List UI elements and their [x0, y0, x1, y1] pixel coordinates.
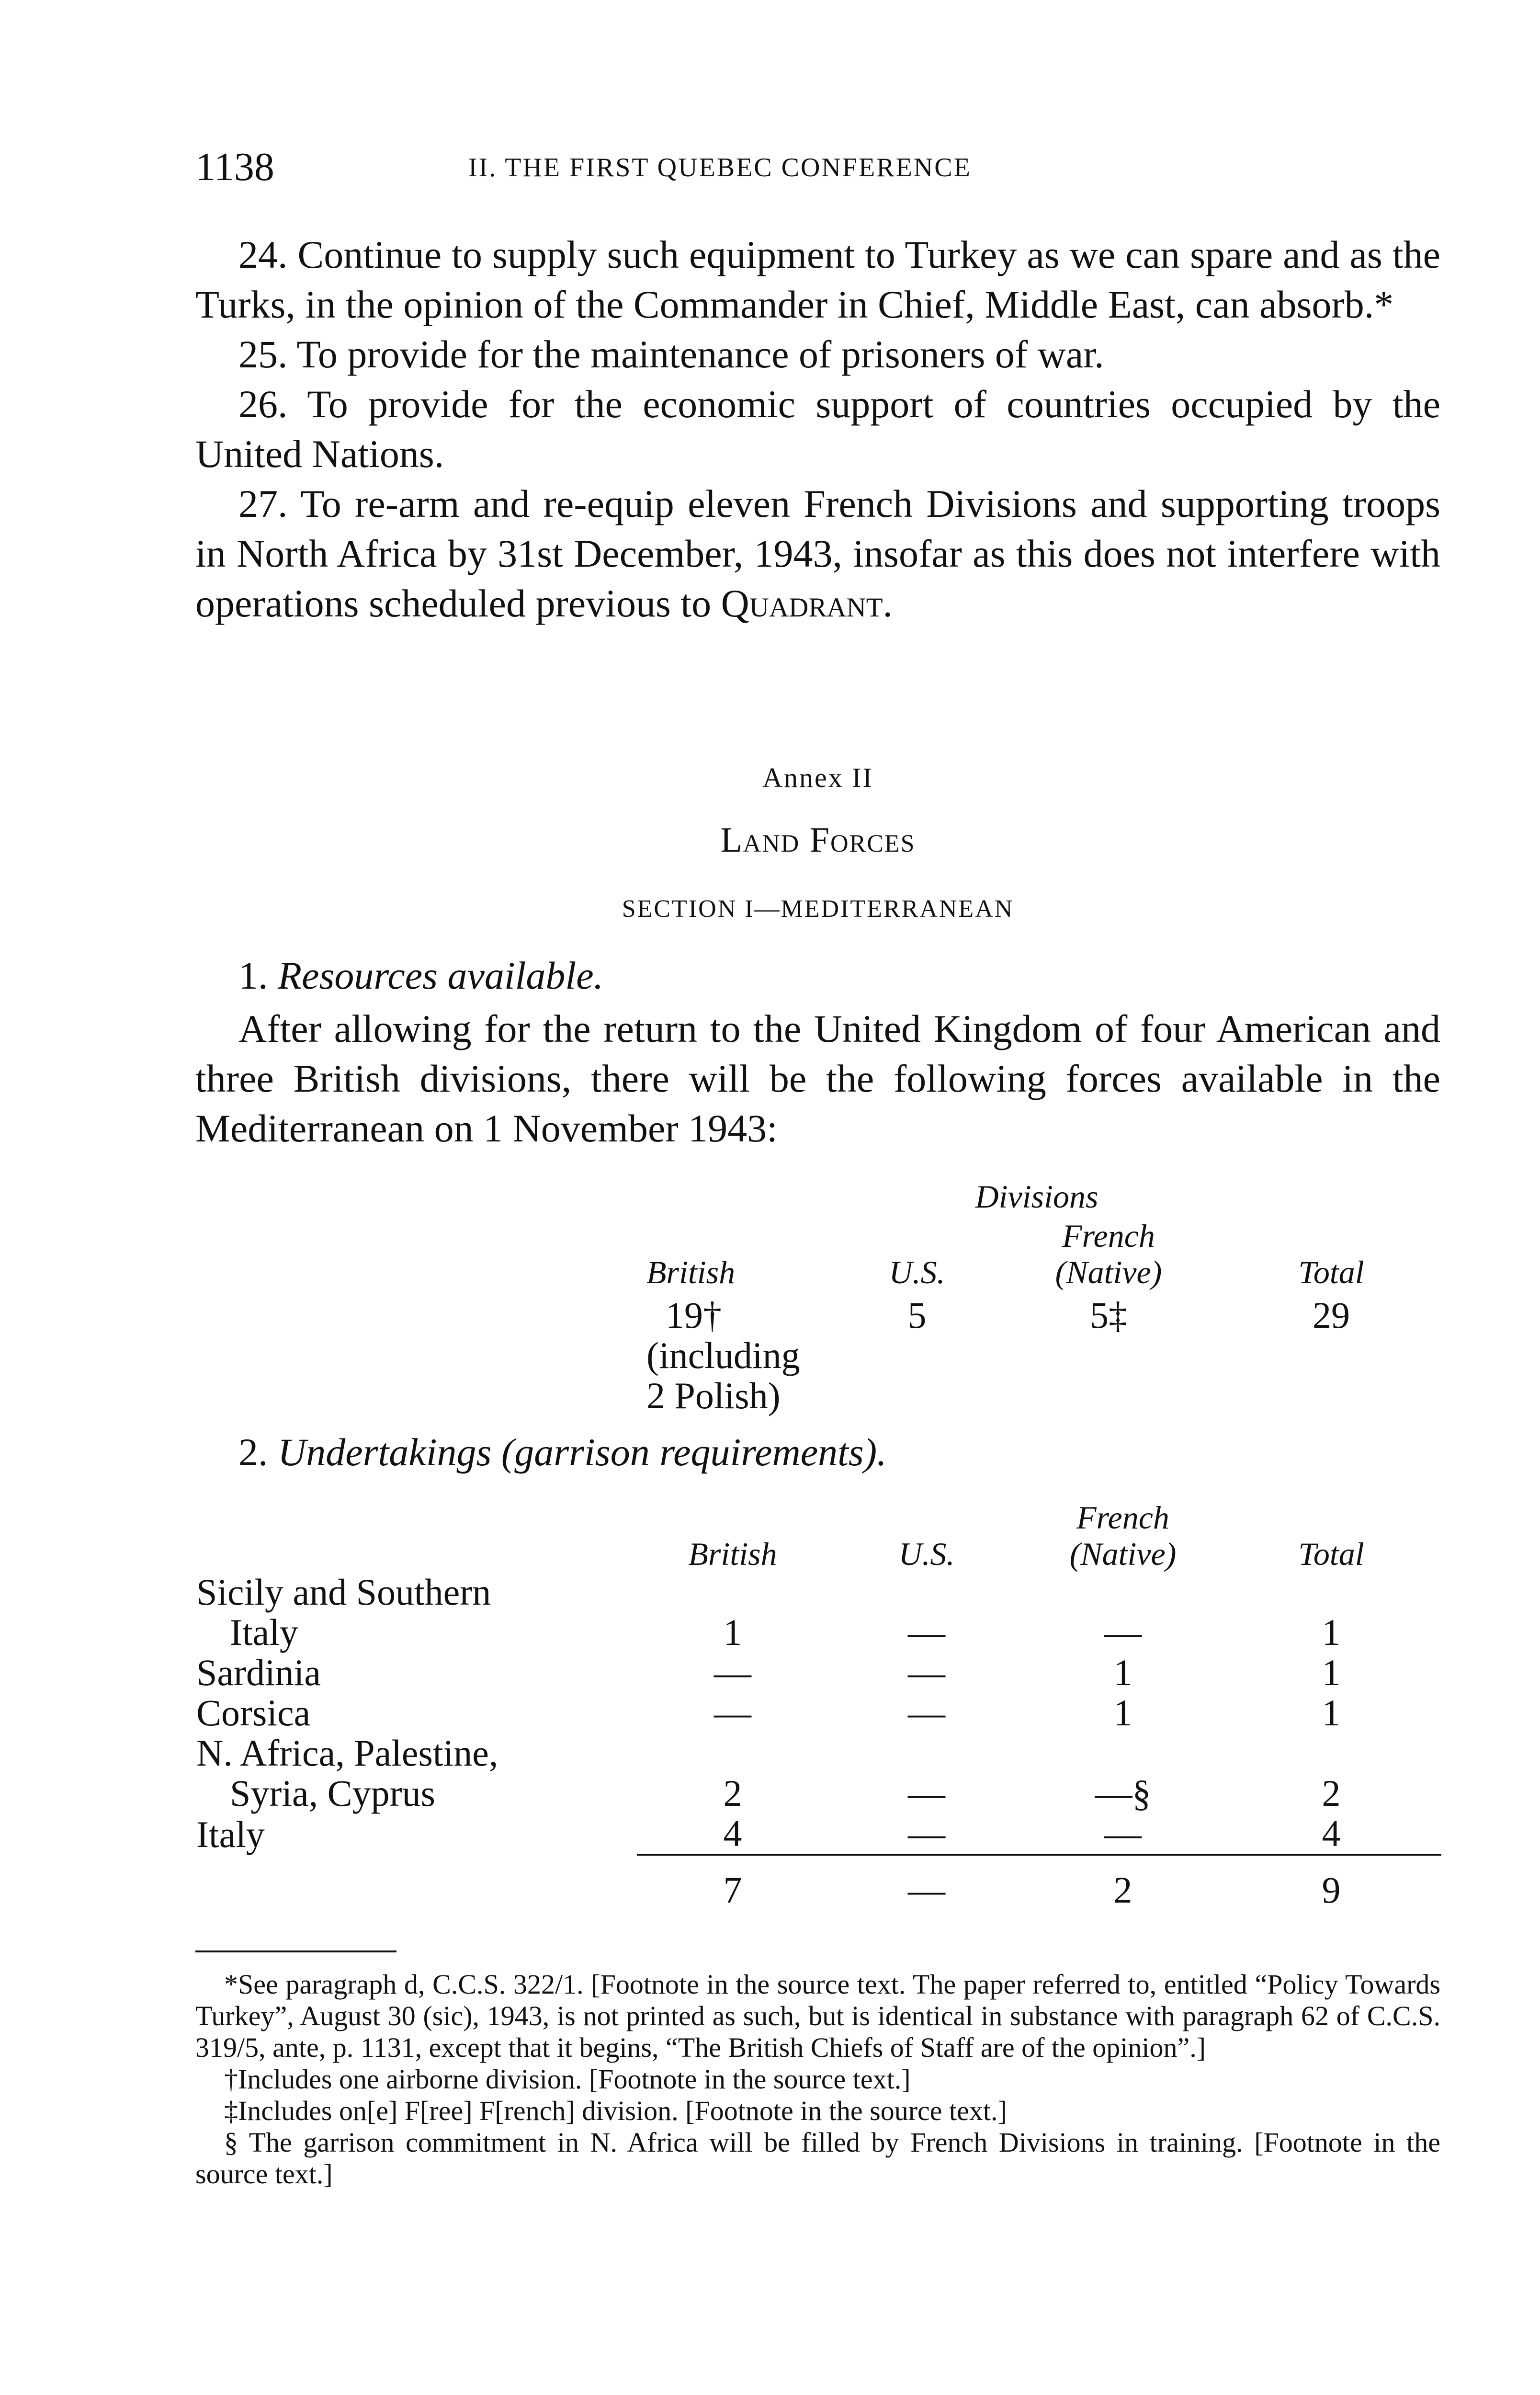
us-value: 5: [907, 1294, 927, 1336]
undertakings-heading: [238, 1430, 887, 1475]
place-cell: [192, 1572, 637, 1653]
divisions-group-header: Divisions: [975, 1178, 1098, 1215]
cell-total: 1: [1322, 1652, 1341, 1693]
place-cell: [192, 1653, 637, 1693]
col-header-french: [996, 1218, 1221, 1290]
cell-british: 2: [723, 1772, 742, 1814]
undertakings-table: [192, 1499, 1441, 1910]
u-col-header-french: [1025, 1499, 1221, 1572]
resources-intro-block: [195, 1004, 1440, 1153]
table-row: [192, 1693, 1441, 1733]
cell-total: 4: [1322, 1813, 1341, 1854]
table-row: [192, 1653, 1441, 1693]
resources-heading-text: Resources available.: [278, 954, 604, 997]
undertakings-heading-number: 2.: [238, 1430, 268, 1474]
place-line2: Italy: [230, 1611, 298, 1653]
resources-intro: After allowing for the return to the United Kingdom of four American and three British divisions, there will be the following forces available in the Mediterranean on 1 November 1943:: [195, 1007, 1440, 1150]
page-header: [195, 144, 1440, 187]
paragraph-27-text: 27. To re-arm and re-equip eleven French Divisions and supporting troops in North Africa by 31st December, 1943, insofar as this does not interfere with operations scheduled previous to: [195, 482, 1440, 625]
cell-french: 1: [1113, 1692, 1132, 1734]
cell-british: 1: [723, 1611, 742, 1653]
british-cell: [632, 1290, 838, 1335]
u-col-header-french-line1: French: [1076, 1499, 1169, 1536]
cell-us: —: [908, 1813, 945, 1854]
paragraph-27: [195, 479, 1440, 628]
footnote-asterisk: *See paragraph d, C.C.S. 322/1. [Footnote in the source text. The paper referred to, entitled “Policy Towards Turkey”, August 30 (sic), 1943, is not printed as such, but is identical in substance with paragraph 62 of C.C.S. 319/5, ante, p. 1131, except that it begins, “The British Chiefs of Staff are of the opinion”.]: [195, 1969, 1440, 2063]
col-header-us: U.S.: [889, 1254, 945, 1290]
french-value: 5‡: [1090, 1294, 1127, 1336]
paragraph-25: 25. To provide for the maintenance of prisoners of war.: [238, 332, 1104, 376]
cell-french: —§: [1095, 1772, 1151, 1814]
total-value: 29: [1313, 1294, 1350, 1336]
place-cell: [192, 1733, 637, 1813]
u-col-header-french-line2: (Native): [1069, 1536, 1177, 1572]
footnote-dagger: †Includes one airborne division. [Footnote in the source text.]: [224, 2064, 911, 2095]
british-value: 19†: [666, 1294, 722, 1336]
enumerated-paragraphs: [195, 230, 1440, 628]
cell-us: —: [908, 1772, 945, 1814]
cell-us: —: [908, 1692, 945, 1734]
place-line1: Corsica: [196, 1692, 311, 1734]
footnote-rule: [195, 1950, 396, 1952]
table-row: [192, 1813, 1441, 1855]
section-heading: SECTION I—MEDITERRANEAN: [622, 895, 1014, 923]
place-cell: [192, 1693, 637, 1733]
cell-us: —: [908, 1652, 945, 1693]
u-total-british: 7: [637, 1855, 828, 1910]
u-col-header-us: U.S.: [898, 1536, 955, 1572]
footnote-section: § The garrison commitment in N. Africa will be filled by French Divisions in training. [Footnote in the source text.]: [195, 2127, 1440, 2190]
cell-french: —: [1104, 1813, 1142, 1854]
resources-heading: [238, 953, 603, 998]
table-row: [192, 1572, 1441, 1653]
cell-total: 1: [1322, 1611, 1341, 1653]
cell-british: 4: [723, 1813, 742, 1854]
col-header-british: British: [646, 1254, 736, 1290]
annex-title: Land Forces: [720, 821, 916, 860]
footnote-double-dagger: ‡Includes on[e] F[ree] F[rench] division. [Footnote in the source text.]: [224, 2095, 1007, 2126]
place-line2: Syria, Cyprus: [230, 1772, 435, 1814]
u-total-us: —: [828, 1855, 1025, 1910]
place-line1: N. Africa, Palestine,: [196, 1732, 498, 1774]
place-line1: Italy: [196, 1813, 265, 1855]
u-col-header-british: British: [688, 1536, 777, 1572]
paragraph-26: 26. To provide for the economic support of countries occupied by the United Nations.: [195, 382, 1440, 476]
place-line1: Sardinia: [196, 1652, 321, 1693]
cell-total: 2: [1322, 1772, 1341, 1814]
british-note: [632, 1335, 838, 1416]
cell-british: —: [714, 1692, 751, 1734]
place-cell: [192, 1813, 637, 1855]
resources-table: [632, 1178, 1441, 1416]
cell-total: 1: [1322, 1692, 1341, 1734]
british-note-line2: 2 Polish): [646, 1375, 781, 1416]
cell-us: —: [908, 1611, 945, 1653]
quadrant-term: Quadrant.: [721, 582, 893, 625]
col-header-french-line1: French: [1062, 1218, 1155, 1254]
u-col-header-total: Total: [1298, 1536, 1364, 1572]
cell-french: 1: [1113, 1652, 1132, 1693]
col-header-total: Total: [1298, 1254, 1364, 1290]
running-head: II. THE FIRST QUEBEC CONFERENCE: [468, 153, 972, 182]
undertakings-heading-text: Undertakings (garrison requirements).: [278, 1430, 887, 1474]
place-line1: Sicily and Southern: [196, 1571, 491, 1613]
paragraph-24: 24. Continue to supply such equipment to Turkey as we can spare and as the Turks, in the opinion of the Commander in Chief, Middle East, can absorb.*: [195, 233, 1440, 326]
table-row: [192, 1733, 1441, 1813]
page-number: 1138: [195, 145, 274, 189]
resources-heading-number: 1.: [238, 954, 268, 997]
british-note-line1: (including: [646, 1334, 800, 1376]
footnotes: [195, 1969, 1440, 2190]
cell-french: —: [1104, 1611, 1142, 1653]
cell-british: —: [714, 1652, 751, 1693]
u-total-total: 9: [1221, 1855, 1441, 1910]
col-header-french-line2: (Native): [1055, 1254, 1162, 1290]
u-total-french: 2: [1025, 1855, 1221, 1910]
annex-label: Annex II: [762, 762, 873, 793]
